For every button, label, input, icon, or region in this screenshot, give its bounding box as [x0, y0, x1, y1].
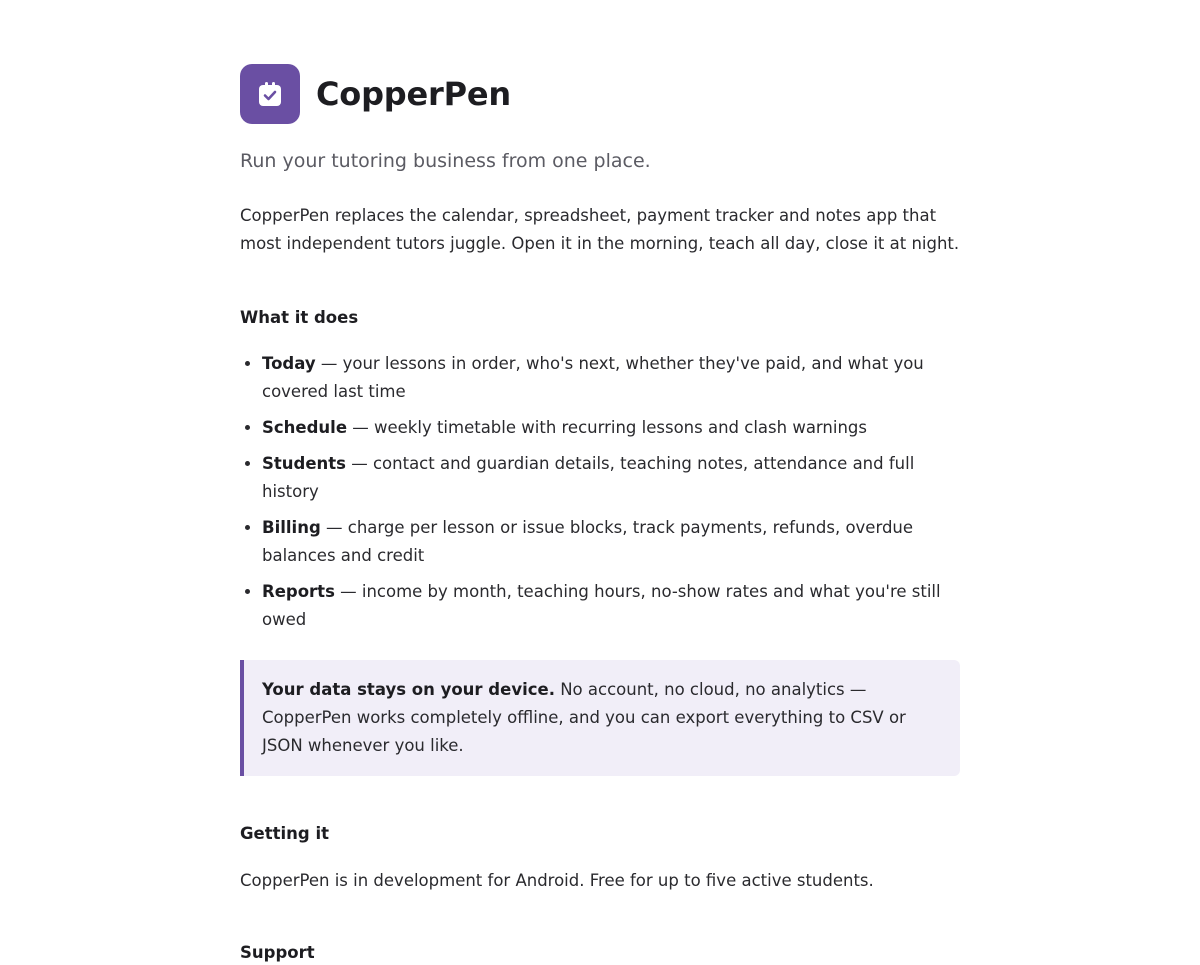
feature-item-today	[262, 350, 960, 406]
intro-paragraph: CopperPen replaces the calendar, spreadsheet, payment tracker and notes app that most independent tutors juggle. Open it in the morning, teach all day, close it at night.	[240, 206, 960, 253]
feature-item-students	[262, 450, 960, 506]
features-heading: What it does	[240, 308, 359, 327]
feature-list	[240, 350, 960, 634]
getting-it-text: CopperPen is in development for Android. Free for up to five active students.	[240, 871, 874, 890]
feature-name: Students	[262, 454, 346, 473]
app-logo	[240, 64, 300, 124]
privacy-body: No account, no cloud, no analytics — CopperPen works completely offline, and you can export everything to CSV or JSON whenever you like.	[262, 680, 906, 755]
privacy-lead: Your data stays on your device.	[262, 680, 555, 699]
feature-description: — weekly timetable with recurring lessons and clash warnings	[347, 418, 867, 437]
feature-item-reports	[262, 578, 960, 634]
feature-name: Billing	[262, 518, 321, 537]
calendar-check-icon	[256, 80, 284, 108]
tagline: Run your tutoring business from one place.	[240, 150, 651, 172]
app-name: CopperPen	[316, 75, 511, 113]
feature-description: — contact and guardian details, teaching notes, attendance and full history	[262, 454, 915, 501]
support-heading: Support	[240, 943, 315, 962]
feature-name: Reports	[262, 582, 335, 601]
privacy-callout	[240, 660, 960, 776]
feature-name: Schedule	[262, 418, 348, 437]
landing-page	[240, 64, 960, 965]
feature-item-schedule	[262, 414, 960, 442]
feature-description: — charge per lesson or issue blocks, track payments, refunds, overdue balances and credit	[262, 518, 914, 565]
feature-item-billing	[262, 514, 960, 570]
getting-it-heading: Getting it	[240, 824, 330, 843]
brand-header	[240, 64, 960, 124]
feature-description: — income by month, teaching hours, no-show rates and what you're still owed	[262, 582, 941, 629]
feature-description: — your lessons in order, who's next, whether they've paid, and what you covered last time	[262, 354, 924, 401]
feature-name: Today	[262, 354, 316, 373]
